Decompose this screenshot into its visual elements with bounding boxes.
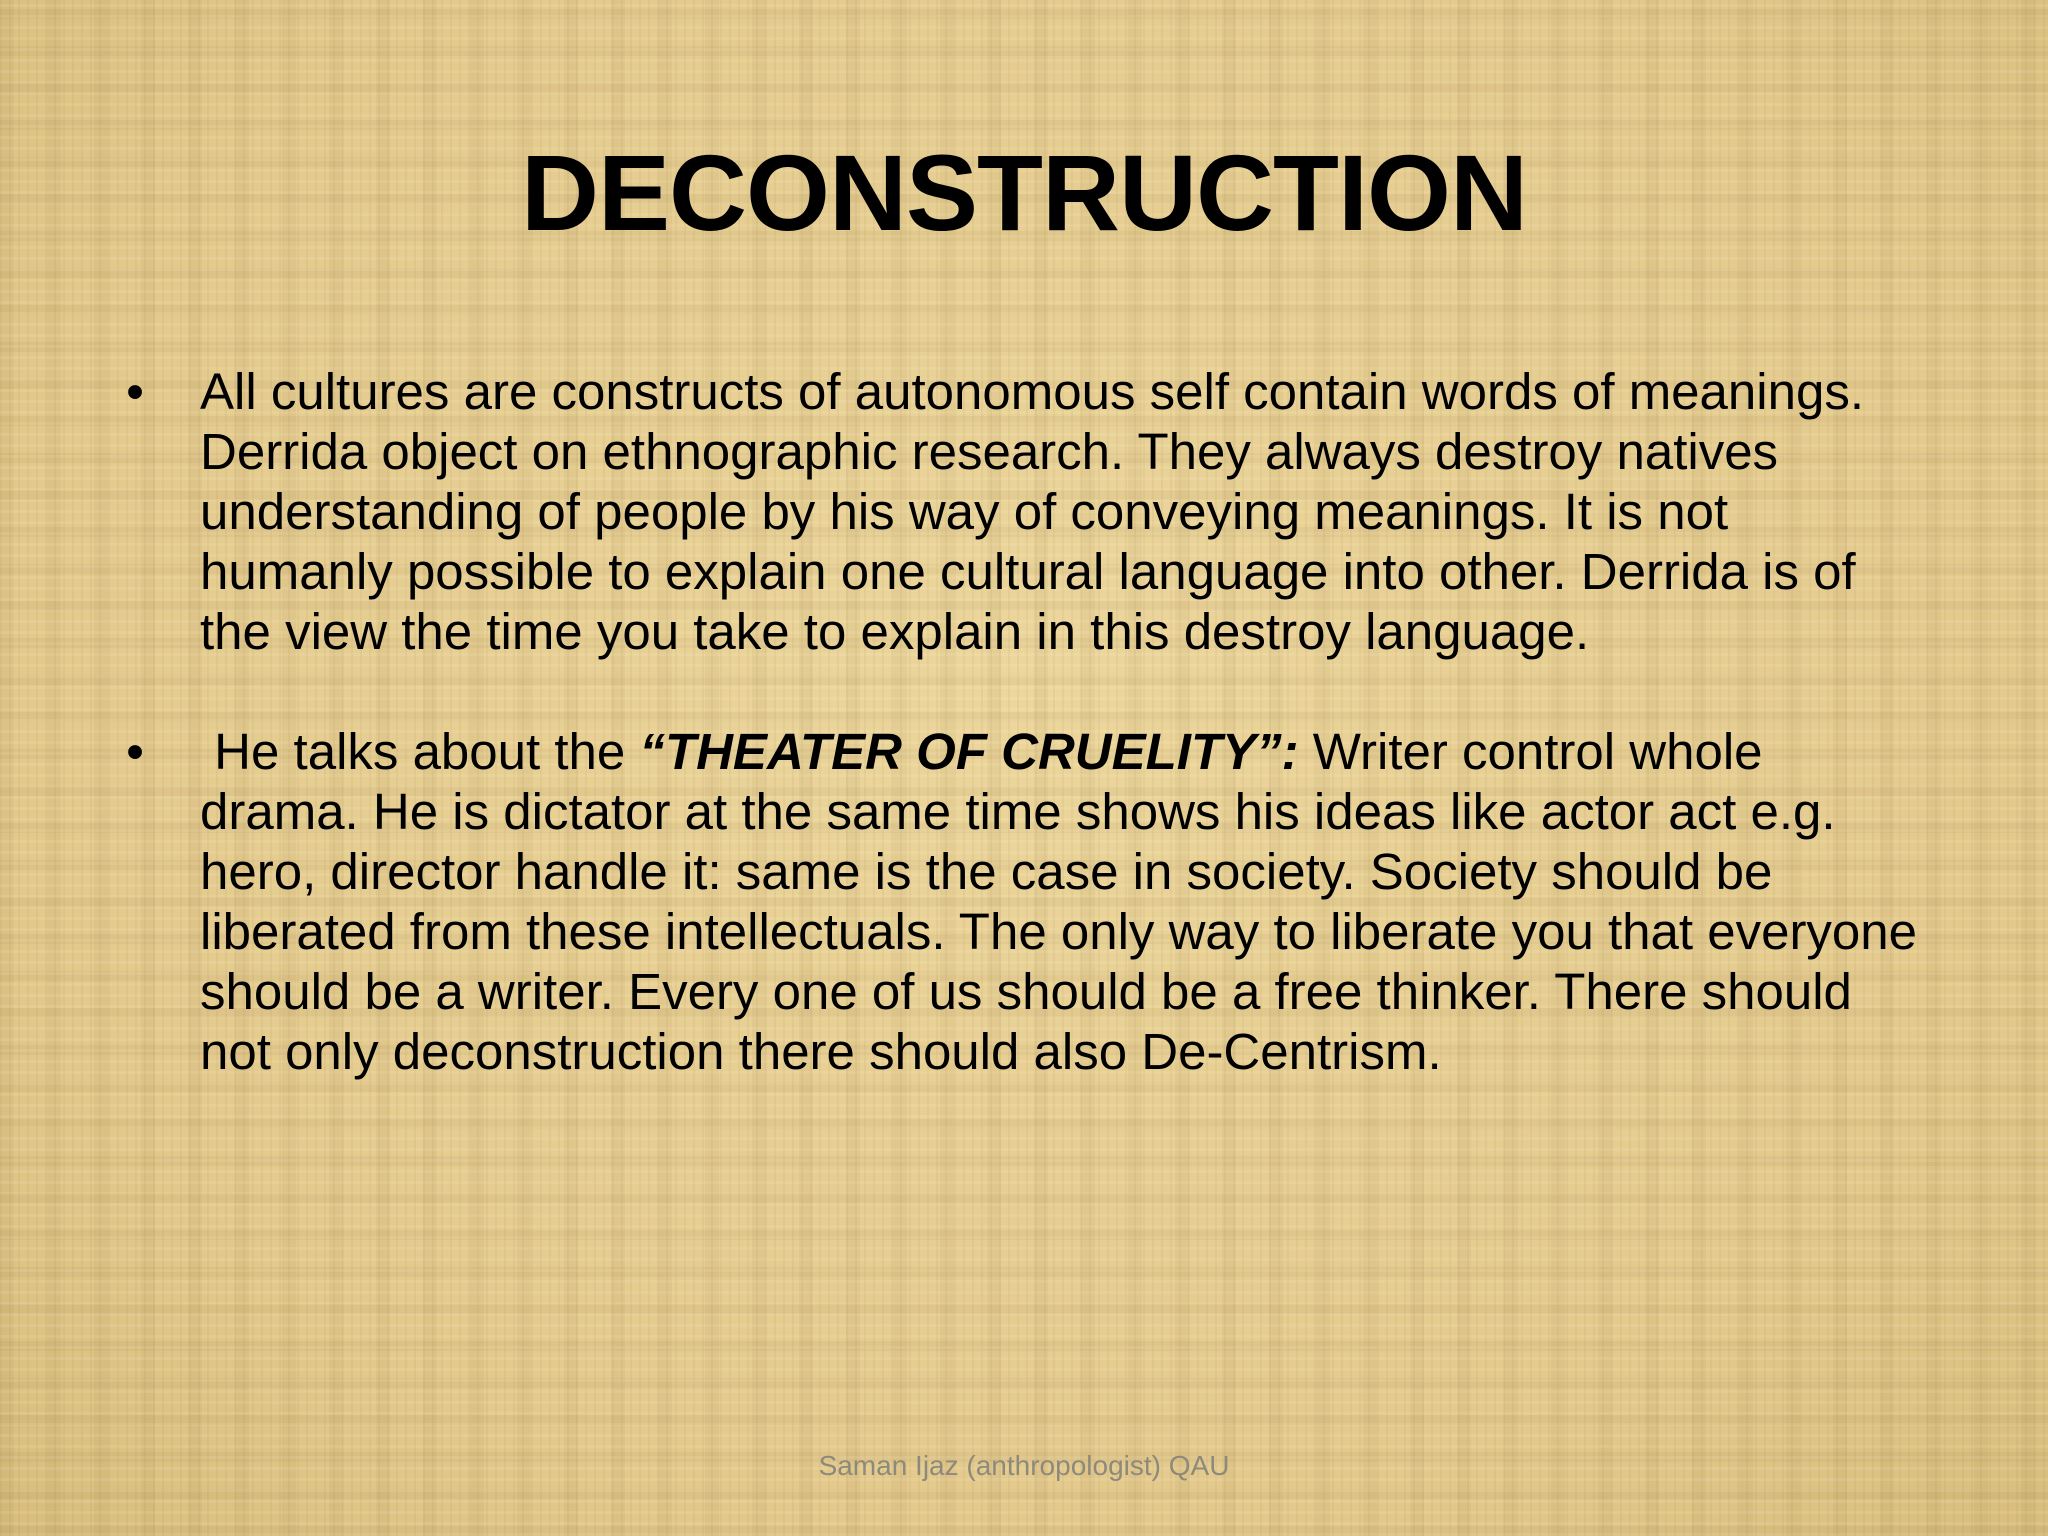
bullet-text-suffix: Writer control whole drama. He is dictator at the same time shows his ideas like actor act e.g. hero, director handle it: same is the case in society. Society should be liberated from these intellectuals. The only way to liberate you that everyone should be a writer. Every one of us should be a free thinker. There should not only deconstruction there should also De-Centrism. [200, 723, 1918, 1080]
bullet-item [120, 722, 1920, 1082]
bullet-dot-icon: • [126, 363, 144, 420]
bullet-dot-icon: • [126, 723, 144, 780]
theater-of-cruelity-emphasis: “THEATER OF CRUELITY”: [639, 723, 1299, 780]
slide-footer: Saman Ijaz (anthropologist) QAU [818, 1450, 1230, 1481]
bullet-item [120, 362, 1920, 662]
bullet-text-prefix: He talks about the [200, 723, 640, 780]
bullet-text: All cultures are constructs of autonomous self contain words of meanings. Derrida object on ethnographic research. They always destroy natives understanding of people by his way of conveying meanings. It is not humanly possible to explain one cultural language into other. Derrida is of the view the time you take to explain in this destroy language. [200, 363, 1864, 660]
bullet-list [120, 362, 1920, 1082]
slide-title: DECONSTRUCTION [521, 132, 1527, 253]
